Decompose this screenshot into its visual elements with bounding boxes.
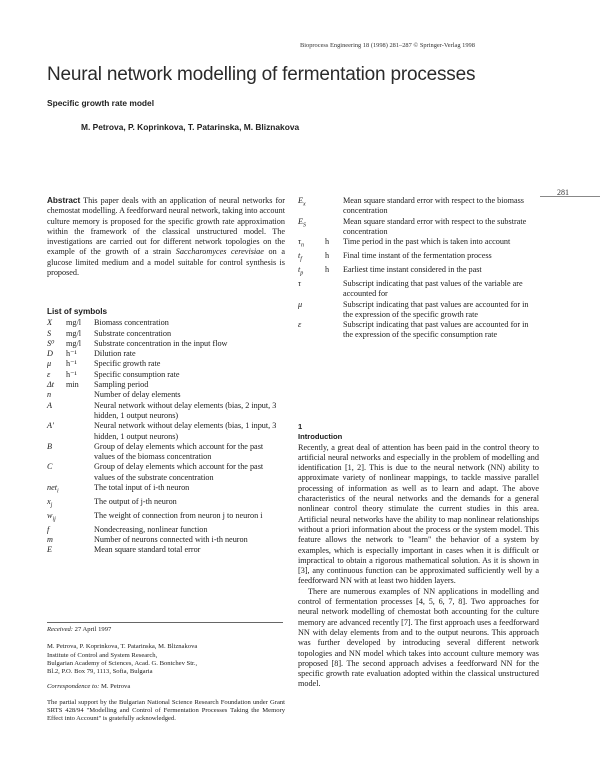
- symbol-unit: mg/l: [66, 328, 82, 338]
- symbol: n: [47, 390, 52, 400]
- symbol: D: [47, 349, 53, 359]
- symbol-description: Mean square standard error with respect to the substrate concentration: [343, 216, 527, 236]
- symbol-unit: h⁻¹: [66, 349, 77, 359]
- symbol-description: Mean square standard error with respect to the biomass concentration: [343, 196, 524, 216]
- symbol: B: [47, 441, 53, 451]
- symbol-unit: mg/l: [66, 318, 82, 328]
- symbol: ε: [47, 369, 51, 379]
- symbol-row: [47, 401, 285, 422]
- correspondence-label: Correspondence to:: [47, 683, 100, 691]
- symbol-description: Specific consumption rate: [94, 369, 180, 379]
- symbol-unit: h⁻¹: [66, 369, 77, 379]
- symbol-row: [298, 320, 539, 341]
- symbol-unit: [66, 525, 94, 535]
- symbol: X: [47, 318, 53, 328]
- symbol: $E_x$: [298, 196, 306, 208]
- symbol-unit: min: [66, 380, 79, 390]
- symbol-unit: [66, 421, 94, 442]
- symbol: $\tau_n$: [298, 237, 304, 249]
- symbol-row: [47, 442, 285, 463]
- abstract-organism: Saccharomyces cerevisiae: [175, 247, 264, 257]
- symbol-unit: mg/l: [66, 338, 82, 348]
- symbol-row: [298, 300, 539, 321]
- symbol-row: [47, 545, 285, 555]
- symbol-unit: h: [325, 265, 330, 275]
- section-number: 1: [298, 422, 303, 431]
- paper-title: Neural network modelling of fermentation processes: [47, 64, 476, 85]
- symbol: S: [47, 328, 52, 338]
- symbol-row: [47, 535, 285, 545]
- symbol-description: The total input of i-th neuron: [94, 483, 190, 493]
- symbol-unit: [66, 401, 94, 422]
- journal-citation: Bioprocess Engineering 18 (1998) 281–287 © Springer-Verlag 1998: [300, 42, 475, 49]
- symbol-description: Neural network without delay elements (bias, 1 input, 3 hidden, 1 output neurons): [94, 421, 277, 441]
- symbol: m: [47, 535, 53, 545]
- symbol-row: [47, 421, 285, 442]
- symbol-row: [47, 329, 285, 339]
- symbol-description: Earliest time instant considered in the past: [343, 265, 482, 275]
- symbol-row: [47, 359, 285, 369]
- symbol-unit: [66, 442, 94, 463]
- received-line: [47, 626, 285, 634]
- symbol-unit: h: [325, 251, 330, 261]
- symbol: Δt: [47, 380, 55, 390]
- symbol: A′: [47, 421, 54, 431]
- symbol: A: [47, 400, 53, 410]
- affiliation-line-1: Institute of Control and System Research,: [47, 651, 158, 659]
- symbol: f: [47, 524, 50, 534]
- symbol-description: Substrate concentration: [94, 328, 172, 338]
- symbol-unit: [325, 320, 343, 341]
- paper-subtitle: Specific growth rate model: [47, 98, 155, 108]
- symbol-row: [298, 279, 539, 300]
- abstract-text-1: This paper deals with an application of neural networks for chemostat modelling. A feedforward neural network, taking into account culture memory is proposed for the specific growth rate approximation within the framework of the classical unstructured model. The investigations are carried out for different network topologies on the example of the growth of a strain: [47, 196, 285, 257]
- symbol: E: [47, 545, 53, 555]
- symbol-description: Subscript indicating that past values are accounted for in the expression of the specific growth rate: [343, 299, 529, 319]
- symbol-unit: [66, 462, 94, 483]
- correspondence-name: M. Petrova: [100, 683, 131, 691]
- symbol: μ: [47, 359, 52, 369]
- symbol-description: Mean square standard total error: [94, 545, 201, 555]
- symbol-unit: [66, 483, 94, 497]
- symbol-row: [47, 525, 285, 535]
- symbol-description: Dilution rate: [94, 349, 136, 359]
- symbol-description: Biomass concentration: [94, 318, 169, 328]
- symbol-row: [47, 318, 285, 328]
- page-number-rule: [540, 196, 600, 197]
- symbol-row: [47, 370, 285, 380]
- support-acknowledgement: The partial support by the Bulgarian National Science Research Foundation under Grant SRTS 428/94 "Modelling and Control of Fermentation Processes Taking the Memory Effect into Account" is gratefully acknowledged.: [47, 698, 285, 723]
- affiliation-line-3: Bl.2, P.O. Box 79, 1113, Sofia, Bulgaria: [47, 668, 153, 676]
- symbol-row: [47, 380, 285, 390]
- symbol-description: Final time instant of the fermentation process: [343, 251, 492, 261]
- intro-paragraph-1: Recently, a great deal of attention has been paid in the control theory to artificial neural networks and especially in the problem of modelling and identification [1, 2]. This is due to the neural network (NN) ability to approximate variety of nonlinear mappings, to tackle massive parallel processing of information as well as to learn and adapt. The above characteristics of the neural networks and the demands for a general nonlinear control theory stimulate the current studies in this area. Artificial neural networks have the ability to map nonlinear relationships without a priori information about the process or the system model. This feature allows the network to "learn" the behavior of a system by examples, which is especially important in cases when it is difficult or impractical to obtain a rigorous mathematical solution. As it is shown in [3], any continuous function can be approximated sufficiently well by a feedforward NN with at least two hidden layers.: [298, 442, 539, 586]
- abstract-label: Abstract: [47, 196, 81, 205]
- symbol-row: [47, 349, 285, 359]
- symbol-description: Time period in the past which is taken into account: [343, 237, 511, 247]
- symbol: $t_f$: [298, 251, 302, 263]
- symbol: $t_p$: [298, 265, 304, 277]
- symbol-unit: h: [325, 237, 330, 247]
- symbol: μ: [298, 299, 303, 309]
- received-date: 27 April 1997: [74, 626, 112, 633]
- symbol: C: [47, 462, 53, 472]
- symbols-heading: List of symbols: [47, 307, 108, 316]
- symbol-description: Sampling period: [94, 380, 149, 390]
- abstract-text-2: on a glucose limited medium and a model suitable for control synthesis is proposed.: [47, 247, 285, 278]
- footnote-rule: [47, 622, 283, 623]
- symbol-unit: [66, 497, 94, 511]
- symbol-unit: [325, 217, 343, 238]
- symbol-unit: h⁻¹: [66, 359, 77, 369]
- symbol-unit: [325, 196, 343, 217]
- symbol: τ: [298, 279, 301, 288]
- symbol-list-right: [298, 196, 539, 341]
- symbol-description: Number of neurons connected with i-th neuron: [94, 535, 248, 545]
- intro-paragraph-2: There are numerous examples of NN applications in modelling and control of fermentation processes [4, 5, 6, 7, 8]. Two approaches for neural network modelling of chemostat both accounting for the culture memory are advanced recently [7]. The first approach uses a feedforward NN with delay elements from and to the output neurons. This approach was further developed by introducing several different network topologies and NN model which takes into account culture memory was proposed [8]. The second approach advises a feedforward NN for the specific growth rate evaluation adopted within the classical unstructured model.: [298, 586, 539, 689]
- symbol-row: [298, 251, 539, 265]
- symbol-description: Neural network without delay elements (bias, 2 input, 3 hidden, 1 output neurons): [94, 400, 277, 420]
- symbol: $w_{ij}$: [47, 510, 56, 523]
- author-list: M. Petrova, P. Koprinkova, T. Patarinska, M. Bliznakova: [81, 122, 300, 132]
- symbol-description: The weight of connection from neuron j to neuron i: [94, 510, 263, 520]
- symbol-unit: [325, 279, 343, 300]
- symbol-description: Substrate concentration in the input flow: [94, 338, 228, 348]
- symbol-unit: [325, 300, 343, 321]
- symbol-unit: [66, 535, 94, 545]
- symbol-row: [47, 511, 285, 525]
- symbol-row: [47, 339, 285, 349]
- symbol-description: Subscript indicating that past values are accounted for in the expression of the specific consumption rate: [343, 320, 529, 340]
- page-number: 281: [557, 188, 569, 197]
- footnotes: [47, 626, 285, 724]
- section-heading: Introduction: [298, 432, 343, 442]
- symbol-description: Group of delay elements which account for the past values of the biomass concentration: [94, 441, 264, 462]
- symbol-row: [47, 483, 285, 497]
- symbol: $x_j$: [47, 496, 53, 509]
- affiliation-names: M. Petrova, P. Koprinkova, T. Patarinska, M. Bliznakova: [47, 643, 198, 651]
- symbol: net$_i$: [47, 483, 59, 495]
- symbol-row: [47, 390, 285, 400]
- symbol-description: The output of j-th neuron: [94, 496, 177, 506]
- received-label: Received:: [47, 626, 73, 633]
- symbol-unit: [66, 511, 94, 525]
- symbol-row: [298, 217, 539, 238]
- introduction-section: [298, 422, 539, 690]
- symbol: $E_S$: [298, 216, 307, 229]
- symbol-list-left: [47, 307, 285, 556]
- symbol-row: [47, 462, 285, 483]
- symbol-description: Group of delay elements which account for the past values of the substrate concentration: [94, 462, 264, 482]
- correspondence-line: [47, 683, 285, 691]
- symbol-unit: [66, 545, 94, 555]
- symbol: S⁰: [47, 338, 55, 348]
- affiliation-line-2: Bulgarian Academy of Sciences, Acad. G. Bontchev Str.,: [47, 659, 198, 667]
- symbol-description: Number of delay elements: [94, 390, 181, 400]
- symbol-description: Nondecreasing, nonlinear function: [94, 524, 208, 534]
- abstract: [47, 196, 285, 278]
- symbol-description: Specific growth rate: [94, 359, 161, 369]
- symbol-description: Subscript indicating that past values of the variable are accounted for: [343, 279, 523, 299]
- symbol-row: [298, 237, 539, 251]
- symbol-unit: [66, 390, 94, 400]
- symbol-row: [298, 196, 539, 217]
- symbol: ε: [298, 320, 302, 330]
- symbol-row: [298, 265, 539, 279]
- symbol-row: [47, 497, 285, 511]
